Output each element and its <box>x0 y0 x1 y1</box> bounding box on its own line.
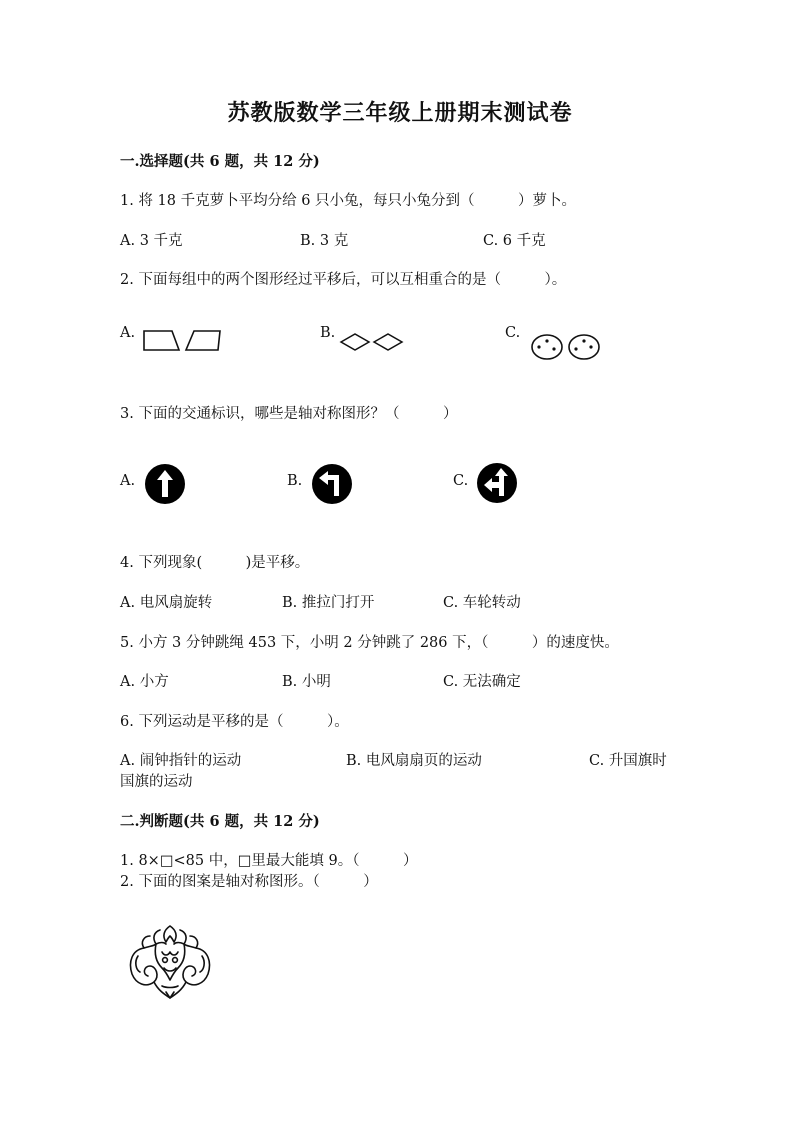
q4-option-c: C. 车轮转动 <box>443 595 521 611</box>
q4-option-b: B. 推拉门打开 <box>282 595 375 611</box>
question-1-2: 2. 下面每组中的两个图形经过平移后，可以互相重合的是（ ）。 <box>120 272 567 288</box>
q3-option-b: B. <box>287 473 303 489</box>
q2-option-a: A. <box>120 325 136 341</box>
q2-option-b: B. <box>320 325 336 341</box>
page-title: 苏教版数学三年级上册期末测试卷 <box>227 100 573 126</box>
dotted-circle-pair-figure <box>530 333 604 361</box>
q6-option-c-continued: 国旗的运动 <box>120 774 193 790</box>
q4-option-a: A. 电风扇旋转 <box>120 595 213 611</box>
q6-option-b: B. 电风扇扇页的运动 <box>346 753 482 769</box>
q2-option-c: C. <box>505 325 521 341</box>
q1-option-b: B. 3 克 <box>300 233 349 249</box>
question-2-2: 2. 下面的图案是轴对称图形。（ ） <box>120 874 378 890</box>
section-1-heading: 一.选择题(共 6 题，共 12 分) <box>120 153 320 170</box>
straight-arrow-sign-icon <box>144 463 186 505</box>
q1-option-a: A. 3 千克 <box>120 233 183 249</box>
question-1-4: 4. 下列现象( )是平移。 <box>120 555 310 571</box>
q5-option-b: B. 小明 <box>282 674 331 690</box>
parallelogram-pair-figure <box>142 329 224 353</box>
q3-option-a: A. <box>120 473 136 489</box>
q5-option-a: A. 小方 <box>120 674 169 690</box>
q3-option-c: C. <box>453 473 469 489</box>
ornamental-pattern-figure <box>124 922 216 1002</box>
question-2-1: 1. 8×□<85 中，□里最大能填 9。（ ） <box>120 853 418 869</box>
question-1-5: 5. 小方 3 分钟跳绳 453 下，小明 2 分钟跳了 286 下，（ ）的速度快。 <box>120 635 619 651</box>
question-1-6: 6. 下列运动是平移的是（ ）。 <box>120 714 349 730</box>
q1-option-c: C. 6 千克 <box>483 233 546 249</box>
q6-option-a: A. 闹钟指针的运动 <box>120 753 242 769</box>
left-turn-sign-icon <box>311 463 353 505</box>
question-1-1: 1. 将 18 千克萝卜平均分给 6 只小兔，每只小兔分到（ ）萝卜。 <box>120 193 577 209</box>
question-1-3: 3. 下面的交通标识，哪些是轴对称图形？（ ） <box>120 406 458 422</box>
diamond-pair-figure <box>339 332 405 352</box>
straight-or-left-sign-icon <box>476 462 518 504</box>
q5-option-c: C. 无法确定 <box>443 674 521 690</box>
q6-option-c: C. 升国旗时 <box>589 753 667 769</box>
section-2-heading: 二.判断题(共 6 题，共 12 分) <box>120 813 320 830</box>
